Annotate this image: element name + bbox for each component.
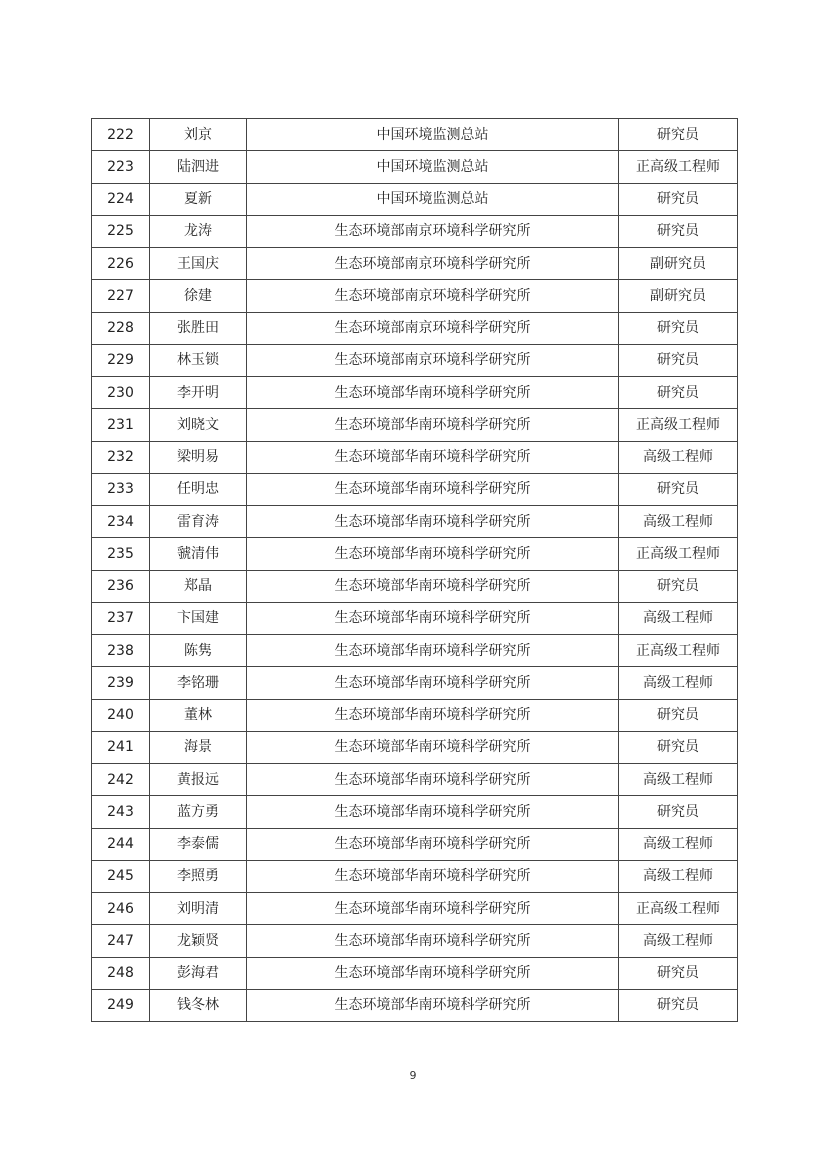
- row-number-cell: 225: [92, 215, 150, 247]
- organization-cell: 生态环境部华南环境科学研究所: [247, 731, 619, 763]
- job-title-cell: 研究员: [619, 312, 738, 344]
- row-number-cell: 237: [92, 602, 150, 634]
- job-title-cell: 高级工程师: [619, 828, 738, 860]
- table-row: [92, 312, 738, 344]
- job-title-cell: 研究员: [619, 796, 738, 828]
- job-title-cell: 研究员: [619, 989, 738, 1021]
- table-row: [92, 731, 738, 763]
- job-title-cell: 正高级工程师: [619, 893, 738, 925]
- job-title-cell: 研究员: [619, 119, 738, 151]
- job-title-cell: 研究员: [619, 183, 738, 215]
- organization-cell: 生态环境部华南环境科学研究所: [247, 860, 619, 892]
- name-cell: 陈隽: [150, 635, 247, 667]
- name-cell: 徐建: [150, 280, 247, 312]
- row-number-cell: 229: [92, 344, 150, 376]
- row-number-cell: 232: [92, 441, 150, 473]
- name-cell: 卞国建: [150, 602, 247, 634]
- row-number-cell: 228: [92, 312, 150, 344]
- organization-cell: 生态环境部华南环境科学研究所: [247, 893, 619, 925]
- name-cell: 海景: [150, 731, 247, 763]
- name-cell: 钱冬林: [150, 989, 247, 1021]
- table-row: [92, 570, 738, 602]
- name-cell: 龙涛: [150, 215, 247, 247]
- job-title-cell: 正高级工程师: [619, 151, 738, 183]
- name-cell: 雷育涛: [150, 506, 247, 538]
- row-number-cell: 222: [92, 119, 150, 151]
- name-cell: 张胜田: [150, 312, 247, 344]
- name-cell: 陆泗进: [150, 151, 247, 183]
- organization-cell: 生态环境部华南环境科学研究所: [247, 506, 619, 538]
- table-row: [92, 957, 738, 989]
- organization-cell: 中国环境监测总站: [247, 119, 619, 151]
- table-row: [92, 667, 738, 699]
- name-cell: 虢清伟: [150, 538, 247, 570]
- organization-cell: 生态环境部南京环境科学研究所: [247, 312, 619, 344]
- table-row: [92, 344, 738, 376]
- job-title-cell: 正高级工程师: [619, 538, 738, 570]
- row-number-cell: 231: [92, 409, 150, 441]
- organization-cell: 生态环境部华南环境科学研究所: [247, 699, 619, 731]
- organization-cell: 生态环境部华南环境科学研究所: [247, 828, 619, 860]
- table-row: [92, 377, 738, 409]
- table-row: [92, 989, 738, 1021]
- name-cell: 林玉锁: [150, 344, 247, 376]
- organization-cell: 生态环境部华南环境科学研究所: [247, 377, 619, 409]
- row-number-cell: 239: [92, 667, 150, 699]
- table-row: [92, 409, 738, 441]
- name-cell: 任明忠: [150, 473, 247, 505]
- job-title-cell: 正高级工程师: [619, 635, 738, 667]
- job-title-cell: 研究员: [619, 344, 738, 376]
- organization-cell: 生态环境部华南环境科学研究所: [247, 925, 619, 957]
- table-row: [92, 828, 738, 860]
- name-cell: 梁明易: [150, 441, 247, 473]
- row-number-cell: 227: [92, 280, 150, 312]
- organization-cell: 生态环境部华南环境科学研究所: [247, 989, 619, 1021]
- job-title-cell: 副研究员: [619, 280, 738, 312]
- row-number-cell: 234: [92, 506, 150, 538]
- row-number-cell: 247: [92, 925, 150, 957]
- job-title-cell: 高级工程师: [619, 925, 738, 957]
- organization-cell: 中国环境监测总站: [247, 183, 619, 215]
- expert-roster-table: [91, 118, 738, 1022]
- table-row: [92, 151, 738, 183]
- row-number-cell: 230: [92, 377, 150, 409]
- name-cell: 王国庆: [150, 248, 247, 280]
- job-title-cell: 研究员: [619, 377, 738, 409]
- job-title-cell: 高级工程师: [619, 602, 738, 634]
- name-cell: 董林: [150, 699, 247, 731]
- table-row: [92, 860, 738, 892]
- row-number-cell: 242: [92, 764, 150, 796]
- organization-cell: 生态环境部华南环境科学研究所: [247, 570, 619, 602]
- row-number-cell: 240: [92, 699, 150, 731]
- organization-cell: 生态环境部华南环境科学研究所: [247, 957, 619, 989]
- job-title-cell: 正高级工程师: [619, 409, 738, 441]
- roster-table-body: [92, 119, 738, 1022]
- row-number-cell: 235: [92, 538, 150, 570]
- organization-cell: 生态环境部华南环境科学研究所: [247, 635, 619, 667]
- table-row: [92, 506, 738, 538]
- organization-cell: 生态环境部南京环境科学研究所: [247, 344, 619, 376]
- name-cell: 蓝方勇: [150, 796, 247, 828]
- table-row: [92, 893, 738, 925]
- organization-cell: 生态环境部华南环境科学研究所: [247, 441, 619, 473]
- table-row: [92, 602, 738, 634]
- name-cell: 彭海君: [150, 957, 247, 989]
- job-title-cell: 研究员: [619, 699, 738, 731]
- name-cell: 夏新: [150, 183, 247, 215]
- name-cell: 刘明清: [150, 893, 247, 925]
- row-number-cell: 246: [92, 893, 150, 925]
- name-cell: 黄报远: [150, 764, 247, 796]
- table-row: [92, 280, 738, 312]
- row-number-cell: 248: [92, 957, 150, 989]
- job-title-cell: 副研究员: [619, 248, 738, 280]
- organization-cell: 生态环境部华南环境科学研究所: [247, 764, 619, 796]
- row-number-cell: 241: [92, 731, 150, 763]
- job-title-cell: 高级工程师: [619, 764, 738, 796]
- table-row: [92, 248, 738, 280]
- name-cell: 李开明: [150, 377, 247, 409]
- name-cell: 龙颖贤: [150, 925, 247, 957]
- table-row: [92, 925, 738, 957]
- row-number-cell: 249: [92, 989, 150, 1021]
- row-number-cell: 226: [92, 248, 150, 280]
- organization-cell: 生态环境部南京环境科学研究所: [247, 248, 619, 280]
- name-cell: 刘京: [150, 119, 247, 151]
- job-title-cell: 研究员: [619, 473, 738, 505]
- organization-cell: 生态环境部华南环境科学研究所: [247, 796, 619, 828]
- table-row: [92, 764, 738, 796]
- table-row: [92, 441, 738, 473]
- job-title-cell: 研究员: [619, 570, 738, 602]
- job-title-cell: 高级工程师: [619, 667, 738, 699]
- table-row: [92, 699, 738, 731]
- organization-cell: 生态环境部南京环境科学研究所: [247, 280, 619, 312]
- name-cell: 郑晶: [150, 570, 247, 602]
- table-row: [92, 635, 738, 667]
- job-title-cell: 高级工程师: [619, 506, 738, 538]
- organization-cell: 生态环境部华南环境科学研究所: [247, 473, 619, 505]
- organization-cell: 中国环境监测总站: [247, 151, 619, 183]
- table-row: [92, 538, 738, 570]
- table-row: [92, 183, 738, 215]
- row-number-cell: 243: [92, 796, 150, 828]
- row-number-cell: 238: [92, 635, 150, 667]
- job-title-cell: 研究员: [619, 731, 738, 763]
- organization-cell: 生态环境部华南环境科学研究所: [247, 602, 619, 634]
- table-row: [92, 796, 738, 828]
- name-cell: 李照勇: [150, 860, 247, 892]
- organization-cell: 生态环境部华南环境科学研究所: [247, 409, 619, 441]
- row-number-cell: 224: [92, 183, 150, 215]
- table-row: [92, 473, 738, 505]
- job-title-cell: 研究员: [619, 957, 738, 989]
- row-number-cell: 244: [92, 828, 150, 860]
- page-number: 9: [409, 1069, 417, 1082]
- name-cell: 刘晓文: [150, 409, 247, 441]
- table-row: [92, 215, 738, 247]
- row-number-cell: 233: [92, 473, 150, 505]
- table-row: [92, 119, 738, 151]
- job-title-cell: 高级工程师: [619, 860, 738, 892]
- job-title-cell: 高级工程师: [619, 441, 738, 473]
- name-cell: 李泰儒: [150, 828, 247, 860]
- organization-cell: 生态环境部南京环境科学研究所: [247, 215, 619, 247]
- name-cell: 李铭珊: [150, 667, 247, 699]
- organization-cell: 生态环境部华南环境科学研究所: [247, 667, 619, 699]
- row-number-cell: 236: [92, 570, 150, 602]
- row-number-cell: 223: [92, 151, 150, 183]
- row-number-cell: 245: [92, 860, 150, 892]
- organization-cell: 生态环境部华南环境科学研究所: [247, 538, 619, 570]
- job-title-cell: 研究员: [619, 215, 738, 247]
